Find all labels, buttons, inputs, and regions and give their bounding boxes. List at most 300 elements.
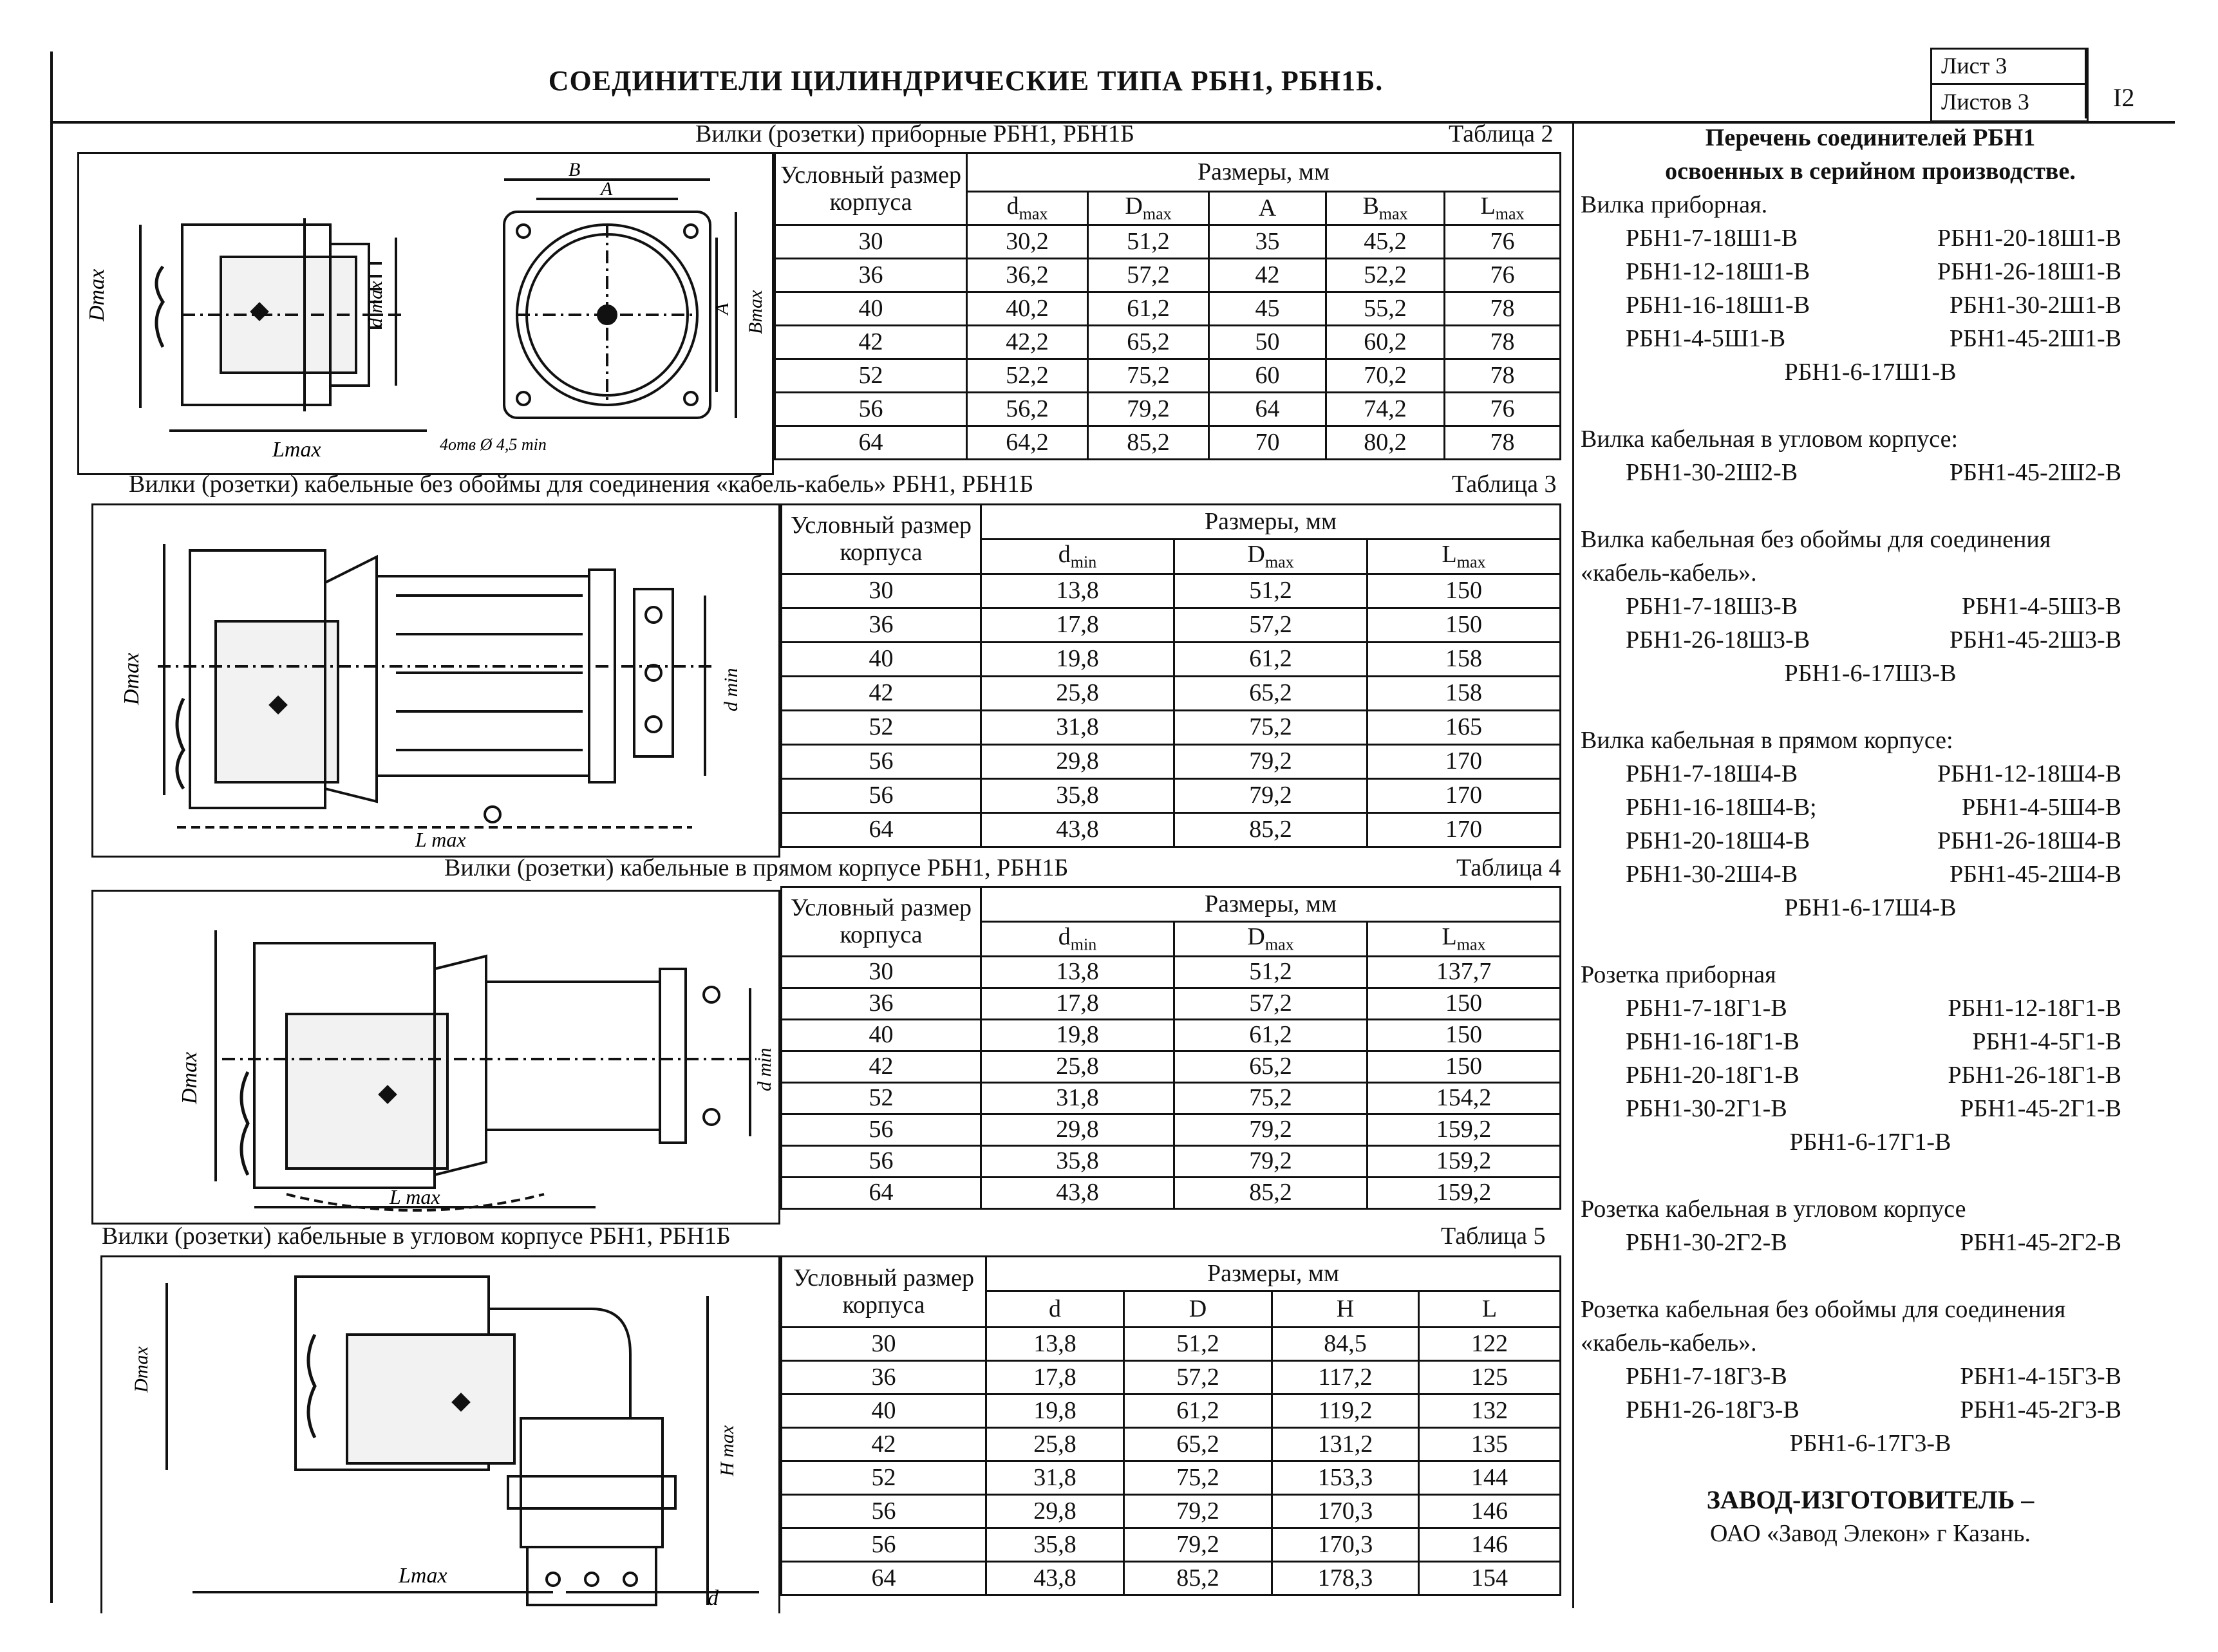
table4-subheader-2: $L_{max}$ — [1367, 922, 1561, 957]
table-row — [782, 1528, 1561, 1562]
sheet-label: Лист 3 — [1941, 53, 2007, 79]
table2-cell: 36 — [775, 259, 967, 292]
table3-dims-header: Размеры, мм — [981, 505, 1561, 540]
table-row — [782, 1361, 1561, 1394]
s3-title-line1: Вилка кабельная без обоймы для соединения — [1581, 526, 2051, 553]
table2-cell: 78 — [1445, 326, 1561, 359]
table-row — [782, 1461, 1561, 1495]
table5-cell: 84,5 — [1272, 1328, 1419, 1361]
table2-subheader-3: $B_{max}$ — [1326, 192, 1445, 225]
table2-cell: 30 — [775, 225, 967, 259]
table5-dims-header: Размеры, мм — [986, 1257, 1561, 1291]
list-item — [1581, 1025, 2160, 1058]
table3-size-header: Условный размер корпуса — [782, 505, 981, 574]
table4-cell: 42 — [782, 1051, 981, 1083]
table3-cell: 29,8 — [981, 745, 1174, 779]
table-row — [782, 1051, 1561, 1083]
table3 — [780, 503, 1561, 848]
table4-cell: 51,2 — [1174, 957, 1367, 988]
list-entry: РБН1-45-2Ш1-В — [1949, 325, 2121, 352]
fig4-lmax-label: L max — [390, 1185, 440, 1208]
list-entry: РБН1-26-18Г3-В — [1626, 1396, 1800, 1423]
table-row — [775, 326, 1561, 359]
table3-cell: 57,2 — [1174, 608, 1367, 643]
table3-cell: 150 — [1367, 574, 1561, 608]
table4-subheader-1: $D_{max}$ — [1174, 922, 1367, 957]
table5-cell: 51,2 — [1124, 1328, 1272, 1361]
table3-cell: 43,8 — [981, 813, 1174, 847]
table2-cell: 76 — [1445, 225, 1561, 259]
table5-subheader-1: D — [1124, 1291, 1272, 1328]
table3-cell: 17,8 — [981, 608, 1174, 643]
table3-subheader-1: $D_{max}$ — [1174, 540, 1367, 574]
list-entry: РБН1-45-2Г3-В — [1960, 1396, 2121, 1423]
table4-cell: 43,8 — [981, 1178, 1174, 1209]
list-entry: РБН1-4-5Ш4-В — [1961, 794, 2121, 821]
list-entry: РБН1-26-18Ш4-В — [1937, 827, 2121, 854]
list-entry: РБН1-45-2Ш4-В — [1949, 861, 2121, 888]
table2-body — [775, 225, 1561, 460]
table5-cell: 170,3 — [1272, 1528, 1419, 1562]
table5-cell: 61,2 — [1124, 1394, 1272, 1428]
table5-cell: 40 — [782, 1394, 986, 1428]
list-item — [1581, 824, 2160, 858]
table2-caption: Вилки (розетки) приборные РБН1, РБН1Б — [695, 120, 1134, 147]
table4-cell: 13,8 — [981, 957, 1174, 988]
table-row — [775, 259, 1561, 292]
list-entry: РБН1-26-18Ш1-В — [1937, 258, 2121, 285]
table5 — [780, 1255, 1561, 1596]
list-entry: РБН1-4-5Ш1-В — [1626, 325, 1786, 352]
table2-cell: 64,2 — [967, 426, 1088, 460]
list-entry: РБН1-45-2Ш2-В — [1949, 459, 2121, 486]
s1-title: Вилка приборная. — [1581, 191, 1768, 218]
table2-cell: 42 — [1209, 259, 1326, 292]
table2-cell: 40,2 — [967, 292, 1088, 326]
table3-cell: 56 — [782, 779, 981, 813]
table3-body — [782, 574, 1561, 847]
table5-cell: 131,2 — [1272, 1428, 1419, 1461]
table4-cell: 150 — [1367, 988, 1561, 1020]
fig5-d-label: d — [708, 1586, 719, 1610]
list-entry: РБН1-12-18Ш1-В — [1626, 258, 1810, 285]
table3-cell: 65,2 — [1174, 677, 1367, 711]
table-row — [782, 677, 1561, 711]
table4-cell: 61,2 — [1174, 1020, 1367, 1051]
table5-figure — [100, 1255, 780, 1613]
table2-cell: 56 — [775, 393, 967, 426]
table2-cell: 52,2 — [967, 359, 1088, 393]
list-item — [1581, 1360, 2160, 1393]
table3-cell: 52 — [782, 711, 981, 745]
table2-subheader-2: A — [1209, 192, 1326, 225]
s7-title-line2: «кабель-кабель». — [1581, 1329, 1757, 1356]
table-row — [782, 574, 1561, 608]
s1-rows — [1581, 221, 2160, 355]
table5-number: Таблица 5 — [1441, 1223, 1546, 1250]
list-entry: РБН1-20-18Г1-В — [1626, 1062, 1800, 1089]
table2-cell: 40 — [775, 292, 967, 326]
table4-drawing — [93, 892, 778, 1223]
s4-rows — [1581, 757, 2160, 891]
table2-drawing — [79, 154, 772, 473]
table2-cell: 70,2 — [1326, 359, 1445, 393]
table5-cell: 52 — [782, 1461, 986, 1495]
fig2-dmax-label: Dmax — [85, 268, 109, 321]
table-row — [775, 359, 1561, 393]
table3-cell: 150 — [1367, 608, 1561, 643]
table3-cell: 40 — [782, 643, 981, 677]
table3-cell: 170 — [1367, 745, 1561, 779]
sheet-box-rule — [1932, 83, 2087, 85]
list-item — [1581, 1226, 2160, 1259]
table4-cell: 65,2 — [1174, 1051, 1367, 1083]
table4-subheader-0: $d_{min}$ — [981, 922, 1174, 957]
fig4-dmax-label: Dmax — [178, 1051, 202, 1104]
table4-cell: 30 — [782, 957, 981, 988]
list-entry: РБН1-20-18Ш4-В — [1626, 827, 1810, 854]
table5-cell: 122 — [1419, 1328, 1561, 1361]
list-entry: РБН1-7-18Ш1-В — [1626, 225, 1798, 252]
right-column-divider — [1572, 121, 1574, 1608]
table4-cell: 150 — [1367, 1051, 1561, 1083]
table4-cell: 75,2 — [1174, 1083, 1367, 1114]
table-row — [782, 1428, 1561, 1461]
table2-cell: 36,2 — [967, 259, 1088, 292]
fig5-dmax-label: Dmax — [131, 1346, 152, 1393]
table5-cell: 144 — [1419, 1461, 1561, 1495]
list-entry: РБН1-16-18Ш1-В — [1626, 292, 1810, 319]
table5-cell: 17,8 — [986, 1361, 1124, 1394]
table5-subheader-3: L — [1419, 1291, 1561, 1328]
table5-cell: 85,2 — [1124, 1562, 1272, 1595]
table-row — [782, 1328, 1561, 1361]
table5-cell: 178,3 — [1272, 1562, 1419, 1595]
table4-cell: 31,8 — [981, 1083, 1174, 1114]
table2-subheader-4: $L_{max}$ — [1445, 192, 1561, 225]
table4-cell: 35,8 — [981, 1146, 1174, 1178]
table2-cell: 57,2 — [1088, 259, 1209, 292]
sheet-box-right-rule — [2085, 48, 2087, 118]
table2-subheader-1: $D_{max}$ — [1088, 192, 1209, 225]
table4-cell: 79,2 — [1174, 1114, 1367, 1146]
table4 — [780, 886, 1561, 1210]
table4-cell: 64 — [782, 1178, 981, 1209]
list-entry: РБН1-30-2Ш2-В — [1626, 459, 1798, 486]
list-entry: РБН1-4-15Г3-В — [1960, 1363, 2121, 1390]
table4-cell: 56 — [782, 1114, 981, 1146]
s7-rows — [1581, 1360, 2160, 1427]
table4-cell: 25,8 — [981, 1051, 1174, 1083]
table3-subheader-0: $d_{min}$ — [981, 540, 1174, 574]
table4-cell: 137,7 — [1367, 957, 1561, 988]
table2-cell: 70 — [1209, 426, 1326, 460]
table2-cell: 65,2 — [1088, 326, 1209, 359]
table4-dims-header: Размеры, мм — [981, 887, 1561, 922]
fig2-a-side-label: A — [711, 303, 733, 315]
list-entry: РБН1-26-18Г1-В — [1948, 1062, 2121, 1089]
table-row — [775, 393, 1561, 426]
table5-cell: 31,8 — [986, 1461, 1124, 1495]
list-entry: РБН1-7-18Г1-В — [1626, 995, 1787, 1022]
page-code: I2 — [2113, 83, 2135, 112]
table3-cell: 31,8 — [981, 711, 1174, 745]
fig2-a-label: A — [601, 178, 613, 200]
table2-cell: 78 — [1445, 426, 1561, 460]
fig3-dmin-label: d min — [720, 668, 742, 711]
table5-cell: 79,2 — [1124, 1495, 1272, 1528]
list-entry: РБН1-45-2Ш3-В — [1949, 626, 2121, 653]
table5-cell: 146 — [1419, 1528, 1561, 1562]
table5-cell: 13,8 — [986, 1328, 1124, 1361]
s3-last: РБН1-6-17Ш3-В — [1784, 660, 1957, 687]
list-item — [1581, 255, 2160, 288]
table3-cell: 56 — [782, 745, 981, 779]
s5-rows — [1581, 991, 2160, 1125]
table-row — [782, 608, 1561, 643]
table-row — [782, 779, 1561, 813]
list-item — [1581, 991, 2160, 1025]
table3-caption: Вилки (розетки) кабельные без обоймы для соединения «кабель-кабель» РБН1, РБН1Б — [129, 471, 1034, 498]
table5-cell: 57,2 — [1124, 1361, 1272, 1394]
table4-cell: 19,8 — [981, 1020, 1174, 1051]
table5-cell: 79,2 — [1124, 1528, 1272, 1562]
table5-cell: 64 — [782, 1562, 986, 1595]
table4-size-header: Условный размер корпуса — [782, 887, 981, 957]
table3-cell: 51,2 — [1174, 574, 1367, 608]
table-row — [782, 988, 1561, 1020]
table4-cell: 159,2 — [1367, 1114, 1561, 1146]
table3-cell: 35,8 — [981, 779, 1174, 813]
table2-cell: 76 — [1445, 393, 1561, 426]
table2-size-header: Условный размер корпуса — [775, 153, 967, 225]
table4-cell: 57,2 — [1174, 988, 1367, 1020]
list-item — [1581, 757, 2160, 791]
table3-subheader-2: $L_{max}$ — [1367, 540, 1561, 574]
table2-cell: 45 — [1209, 292, 1326, 326]
list-item — [1581, 791, 2160, 824]
fig3-dmax-label: Dmax — [120, 652, 144, 705]
fig2-d-label: d max — [365, 281, 386, 328]
table-row — [782, 1394, 1561, 1428]
fig4-dmin-label: d min — [754, 1047, 775, 1091]
list-entry: РБН1-30-2Г1-В — [1626, 1095, 1787, 1122]
s1-last: РБН1-6-17Ш1-В — [1784, 359, 1957, 386]
table4-cell: 56 — [782, 1146, 981, 1178]
list-entry: РБН1-30-2Ш1-В — [1949, 292, 2121, 319]
table2-cell: 78 — [1445, 359, 1561, 393]
table3-drawing — [93, 505, 778, 856]
list-item — [1581, 288, 2160, 322]
table2-cell: 64 — [775, 426, 967, 460]
table5-cell: 30 — [782, 1328, 986, 1361]
table-row — [782, 1083, 1561, 1114]
list-entry: РБН1-45-2Г2-В — [1960, 1229, 2121, 1256]
fig5-hmax-label: H max — [717, 1425, 738, 1476]
table5-cell: 42 — [782, 1428, 986, 1461]
table5-drawing — [102, 1257, 778, 1611]
table3-cell: 19,8 — [981, 643, 1174, 677]
s3-rows — [1581, 590, 2160, 657]
table5-cell: 170,3 — [1272, 1495, 1419, 1528]
table-row — [782, 957, 1561, 988]
table-row — [782, 643, 1561, 677]
table5-body — [782, 1328, 1561, 1595]
table5-cell: 75,2 — [1124, 1461, 1272, 1495]
table3-cell: 165 — [1367, 711, 1561, 745]
table3-cell: 64 — [782, 813, 981, 847]
table3-cell: 42 — [782, 677, 981, 711]
table5-cell: 119,2 — [1272, 1394, 1419, 1428]
fig2-lmax-label: Lmax — [272, 438, 321, 462]
table2-cell: 74,2 — [1326, 393, 1445, 426]
table5-cell: 146 — [1419, 1495, 1561, 1528]
table5-caption: Вилки (розетки) кабельные в угловом корпусе РБН1, РБН1Б — [102, 1223, 731, 1250]
table2-cell: 55,2 — [1326, 292, 1445, 326]
table2-cell: 50 — [1209, 326, 1326, 359]
s7-title-line1: Розетка кабельная без обоймы для соединения — [1581, 1296, 2066, 1323]
table2-cell: 51,2 — [1088, 225, 1209, 259]
table3-cell: 158 — [1367, 677, 1561, 711]
table4-cell: 40 — [782, 1020, 981, 1051]
table2-cell: 60,2 — [1326, 326, 1445, 359]
table5-cell: 135 — [1419, 1428, 1561, 1461]
s6-title: Розетка кабельная в угловом корпусе — [1581, 1196, 1966, 1223]
table3-cell: 170 — [1367, 779, 1561, 813]
table5-cell: 19,8 — [986, 1394, 1124, 1428]
table2-cell: 56,2 — [967, 393, 1088, 426]
table-row — [782, 711, 1561, 745]
list-entry: РБН1-26-18Ш3-В — [1626, 626, 1810, 653]
list-entry: РБН1-7-18Ш4-В — [1626, 760, 1798, 787]
maker-name: ОАО «Завод Элекон» г Казань. — [1710, 1520, 2031, 1547]
table3-figure — [91, 503, 780, 858]
table2-cell: 80,2 — [1326, 426, 1445, 460]
table5-cell: 153,3 — [1272, 1461, 1419, 1495]
list-entry: РБН1-12-18Г1-В — [1948, 995, 2121, 1022]
table4-cell: 79,2 — [1174, 1146, 1367, 1178]
list-entry: РБН1-30-2Г2-В — [1626, 1229, 1787, 1256]
s5-last: РБН1-6-17Г1-В — [1789, 1129, 1951, 1156]
table4-cell: 52 — [782, 1083, 981, 1114]
table2-number: Таблица 2 — [1449, 120, 1554, 147]
list-item — [1581, 221, 2160, 255]
table5-cell: 154 — [1419, 1562, 1561, 1595]
list-item — [1581, 590, 2160, 623]
table2-cell: 85,2 — [1088, 426, 1209, 460]
list-item — [1581, 322, 2160, 355]
table3-cell: 75,2 — [1174, 711, 1367, 745]
table2-cell: 52,2 — [1326, 259, 1445, 292]
table-row — [782, 813, 1561, 847]
table3-cell: 170 — [1367, 813, 1561, 847]
list-entry: РБН1-20-18Ш1-В — [1937, 225, 2121, 252]
table4-number: Таблица 4 — [1456, 854, 1561, 881]
table2-cell: 45,2 — [1326, 225, 1445, 259]
page-title: СОЕДИНИТЕЛИ ЦИЛИНДРИЧЕСКИЕ ТИПА РБН1, РБН1Б. — [548, 65, 1384, 97]
list-item — [1581, 1092, 2160, 1125]
s6-rows — [1581, 1226, 2160, 1259]
table3-cell: 158 — [1367, 643, 1561, 677]
left-border — [50, 52, 53, 1603]
sheet-box — [1930, 48, 2089, 122]
table4-cell: 159,2 — [1367, 1178, 1561, 1209]
table4-cell: 150 — [1367, 1020, 1561, 1051]
s3-title-line2: «кабель-кабель». — [1581, 559, 1757, 587]
table4-body — [782, 957, 1561, 1209]
table5-subheader-2: H — [1272, 1291, 1419, 1328]
table5-cell: 56 — [782, 1528, 986, 1562]
list-entry: РБН1-16-18Г1-В — [1626, 1028, 1800, 1055]
table5-cell: 36 — [782, 1361, 986, 1394]
table5-cell: 29,8 — [986, 1495, 1124, 1528]
table3-cell: 25,8 — [981, 677, 1174, 711]
table3-cell: 79,2 — [1174, 779, 1367, 813]
table5-cell: 56 — [782, 1495, 986, 1528]
list-entry: РБН1-30-2Ш4-В — [1626, 861, 1798, 888]
list-entry: РБН1-7-18Ш3-В — [1626, 593, 1798, 620]
table4-cell: 29,8 — [981, 1114, 1174, 1146]
table-row — [782, 1178, 1561, 1209]
table4-cell: 154,2 — [1367, 1083, 1561, 1114]
table2-dims-header: Размеры, мм — [967, 153, 1561, 192]
list-entry: РБН1-12-18Ш4-В — [1937, 760, 2121, 787]
table3-cell: 13,8 — [981, 574, 1174, 608]
table2-cell: 61,2 — [1088, 292, 1209, 326]
table4-caption: Вилки (розетки) кабельные в прямом корпусе РБН1, РБН1Б — [444, 854, 1069, 881]
list-entry: РБН1-4-5Ш3-В — [1961, 593, 2121, 620]
table2-figure — [77, 152, 774, 475]
table-row — [775, 292, 1561, 326]
table-row — [782, 1146, 1561, 1178]
table2-cell: 76 — [1445, 259, 1561, 292]
fig2-b-label: B — [569, 159, 581, 180]
connector-list — [1581, 121, 2160, 1550]
table-row — [782, 1020, 1561, 1051]
s7-last: РБН1-6-17Г3-В — [1789, 1430, 1951, 1457]
list-item — [1581, 456, 2160, 489]
table2-cell: 42 — [775, 326, 967, 359]
list-item — [1581, 858, 2160, 891]
list-entry: РБН1-45-2Г1-В — [1960, 1095, 2121, 1122]
table-row — [782, 745, 1561, 779]
table-row — [782, 1495, 1561, 1528]
fig2-bmax-label: Bmax — [745, 290, 766, 334]
table3-cell: 79,2 — [1174, 745, 1367, 779]
table2-cell: 75,2 — [1088, 359, 1209, 393]
table2-subheader-0: $d_{max}$ — [967, 192, 1088, 225]
table4-cell: 159,2 — [1367, 1146, 1561, 1178]
list-title-line2: освоенных в серийном производстве. — [1665, 158, 2076, 185]
table2-cell: 42,2 — [967, 326, 1088, 359]
table5-size-header: Условный размер корпуса — [782, 1257, 986, 1328]
s4-last: РБН1-6-17Ш4-В — [1784, 894, 1957, 921]
fig3-lmax-label: L max — [415, 828, 466, 851]
table5-cell: 25,8 — [986, 1428, 1124, 1461]
table-row — [775, 426, 1561, 460]
s2-rows — [1581, 456, 2160, 489]
table3-cell: 85,2 — [1174, 813, 1367, 847]
table4-figure — [91, 890, 780, 1225]
list-entry: РБН1-16-18Ш4-В; — [1626, 794, 1817, 821]
table2-cell: 78 — [1445, 292, 1561, 326]
table5-cell: 117,2 — [1272, 1361, 1419, 1394]
table2-cell: 79,2 — [1088, 393, 1209, 426]
table-row — [782, 1562, 1561, 1595]
list-item — [1581, 1058, 2160, 1092]
table5-cell: 35,8 — [986, 1528, 1124, 1562]
list-entry: РБН1-4-5Г1-В — [1972, 1028, 2121, 1055]
